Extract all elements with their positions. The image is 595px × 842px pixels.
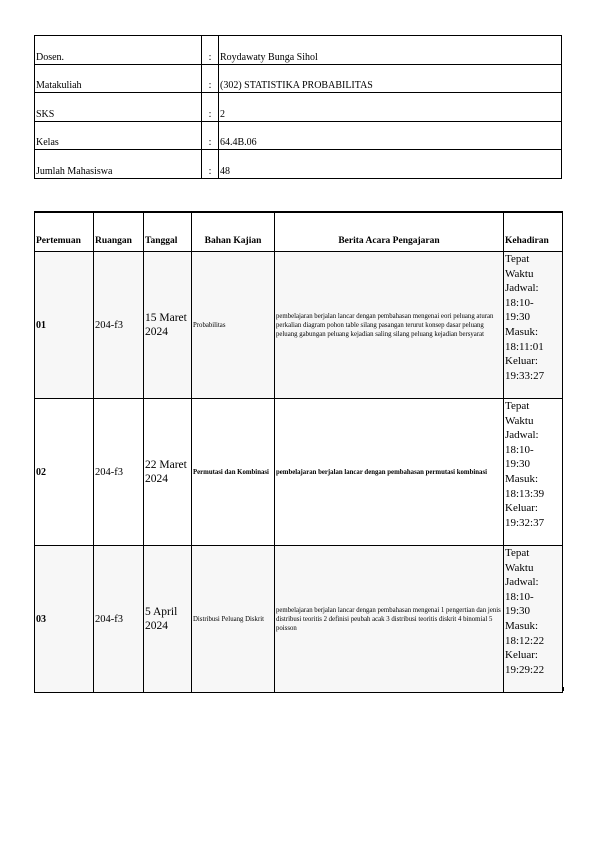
attendance-line: Tepat — [505, 253, 530, 265]
attendance-line: Masuk: — [505, 619, 538, 632]
info-row-kelas — [35, 121, 562, 150]
attendance-line: Tepat — [505, 400, 530, 412]
cell-bahan-kajian: Distribusi Peluang Diskrit — [192, 546, 275, 693]
cell-ruangan: 204-f3 — [94, 252, 144, 399]
cell-pertemuan: 02 — [35, 399, 94, 546]
attendance-line: 18:13:39 — [505, 487, 545, 500]
info-value: 2 — [219, 93, 562, 122]
attendance-line: Masuk: — [505, 472, 538, 485]
attendance-line: Jadwal: — [505, 429, 539, 442]
info-value: Roydawaty Bunga Sihol — [219, 36, 562, 65]
attendance-line: Tepat — [505, 547, 530, 559]
cell-kehadiran — [504, 546, 563, 693]
info-row-sks — [35, 93, 562, 122]
course-info-table — [34, 35, 562, 179]
attendance-line: 18:10- — [505, 590, 534, 603]
table-header-row — [35, 212, 563, 252]
info-row-matakuliah — [35, 64, 562, 93]
attendance-line: 18:10- — [505, 296, 534, 309]
attendance-line: 19:29:22 — [505, 663, 545, 676]
info-separator: : — [202, 36, 219, 65]
attendance-line: Masuk: — [505, 325, 538, 338]
info-label: Jumlah Mahasiswa — [35, 150, 202, 179]
header-berita-acara: Berita Acara Pengajaran — [275, 212, 504, 252]
header-bahan-kajian: Bahan Kajian — [192, 212, 275, 252]
cell-bahan-kajian: Probabilitas — [192, 252, 275, 399]
table-continuation-edge — [34, 687, 564, 691]
cell-pertemuan: 01 — [35, 252, 94, 399]
attendance-line: Waktu — [505, 267, 534, 280]
attendance-line: 18:11:01 — [505, 340, 544, 353]
attendance-line: 19:30 — [505, 311, 531, 324]
info-value: 64.4B.06 — [219, 121, 562, 150]
cell-berita-acara: pembelajaran berjalan lancar dengan pembahasan permutasi kombinasi — [275, 399, 504, 546]
cell-berita-acara: pembelajaran berjalan lancar dengan pembahasan mengenai 1 pengertian dan jenis distribusi teoritis 2 definisi peubah acak 3 distribusi teoritis diskrit 4 binomial 5 poisson — [275, 546, 504, 693]
attendance-line: Jadwal: — [505, 576, 539, 589]
info-label: Matakuliah — [35, 64, 202, 93]
info-row-jumlah-mahasiswa — [35, 150, 562, 179]
table-row — [35, 546, 563, 693]
cell-berita-acara: pembelajaran berjalan lancar dengan pembahasan mengenai eori peluang aturan perkalian diagram pohon table silang pasangan terurut konsep dasar peluang peluang gabungan peluang kejadian saling silang peluang kejadian bersyarat — [275, 252, 504, 399]
cell-ruangan: 204-f3 — [94, 546, 144, 693]
cell-bahan-kajian: Permutasi dan Kombinasi — [192, 399, 275, 546]
info-value: 48 — [219, 150, 562, 179]
info-label: Dosen. — [35, 36, 202, 65]
attendance-line: Keluar: — [505, 502, 538, 515]
attendance-line: Jadwal: — [505, 282, 539, 295]
info-separator: : — [202, 121, 219, 150]
attendance-line: 19:30 — [505, 458, 531, 471]
attendance-line: 19:33:27 — [505, 369, 545, 382]
table-row — [35, 252, 563, 399]
attendance-schedule-table — [34, 211, 563, 693]
header-pertemuan: Pertemuan — [35, 212, 94, 252]
attendance-line: Waktu — [505, 561, 534, 574]
cell-tanggal: 5 April 2024 — [144, 546, 192, 693]
info-separator: : — [202, 64, 219, 93]
info-row-dosen — [35, 36, 562, 65]
table-row — [35, 399, 563, 546]
attendance-line: 18:12:22 — [505, 634, 545, 647]
cell-ruangan: 204-f3 — [94, 399, 144, 546]
attendance-line: Keluar: — [505, 649, 538, 662]
cell-kehadiran — [504, 252, 563, 399]
info-label: SKS — [35, 93, 202, 122]
header-kehadiran: Kehadiran — [504, 212, 563, 252]
info-separator: : — [202, 93, 219, 122]
cell-pertemuan: 03 — [35, 546, 94, 693]
header-ruangan: Ruangan — [94, 212, 144, 252]
cell-tanggal: 15 Maret 2024 — [144, 252, 192, 399]
attendance-line: Keluar: — [505, 355, 538, 368]
attendance-line: Waktu — [505, 414, 534, 427]
attendance-line: 18:10- — [505, 443, 534, 456]
attendance-line: 19:32:37 — [505, 516, 545, 529]
header-tanggal: Tanggal — [144, 212, 192, 252]
attendance-line: 19:30 — [505, 605, 531, 618]
info-value: (302) STATISTIKA PROBABILITAS — [219, 64, 562, 93]
cell-kehadiran — [504, 399, 563, 546]
info-separator: : — [202, 150, 219, 179]
cell-tanggal: 22 Maret 2024 — [144, 399, 192, 546]
info-label: Kelas — [35, 121, 202, 150]
